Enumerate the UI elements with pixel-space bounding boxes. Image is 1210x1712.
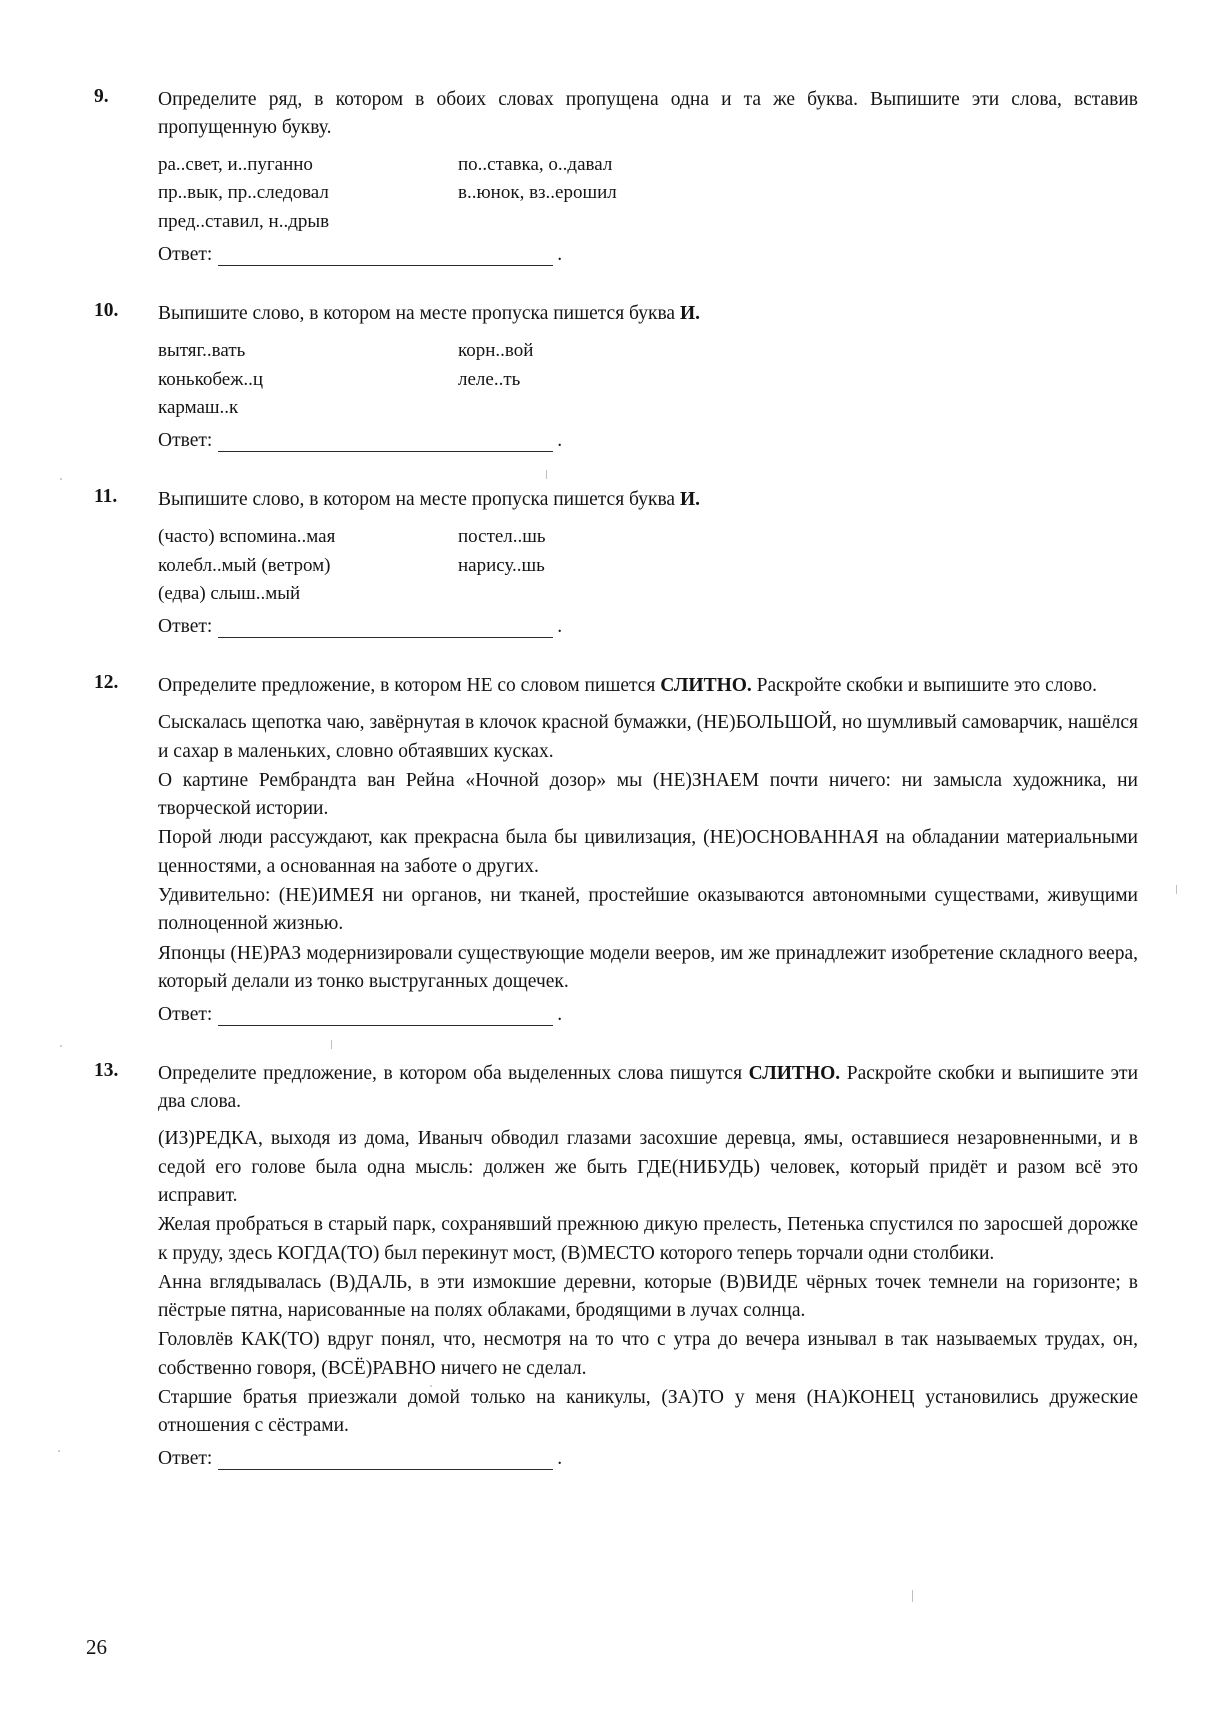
task-12-sentences [158,709,1138,996]
option-item: постел..шь [458,526,546,548]
task-13-stem-emphasis: СЛИТНО. [748,1063,841,1085]
task-13-number: 13. [94,1060,119,1082]
sentence-option: Старшие братья приезжали домой только на каникулы, (ЗА)ТО у меня (НА)КОНЕЦ установились дружеские отношения с сёстрами. [158,1386,1138,1437]
task-12-number: 12. [94,671,119,693]
answer-terminator: . [557,243,563,265]
sentence-option: Головлёв КАК(ТО) вдруг понял, что, несмотря на то что с утра до вечера изнывал в так называемых трудах, он, собственно говоря, (ВСЁ)РАВНО ничего не сделал. [158,1329,1138,1379]
task-10 [72,300,1138,452]
answer-terminator: . [557,615,563,637]
sentence-option: Удивительно: (НЕ)ИМЕЯ ни органов, ни тканей, простейшие оказываются автономными существами, живущими полноценной жизнью. [158,885,1138,935]
task-12 [72,672,1138,1026]
answer-input-line[interactable] [218,620,553,638]
task-11 [72,486,1138,638]
task-11-number: 11. [94,485,118,507]
task-12-stem-emphasis: СЛИТНО. [660,674,752,696]
task-11-stem [158,486,1138,514]
task-9-answer [158,244,1138,266]
task-10-number: 10. [94,299,119,321]
scan-tick [546,470,547,479]
sentence-option: Японцы (НЕ)РАЗ модернизировали существующие модели вееров, им же принадлежит изобретение складного веера, который делали из тонко выструганных дощечек. [158,942,1138,992]
option-item: ра..свет, и..пуганно [158,154,313,176]
answer-terminator: . [557,429,563,451]
option-item: нарису..шь [458,554,545,576]
task-12-answer [158,1004,1138,1026]
task-13-stem [158,1060,1138,1115]
option-item: (часто) вспомина..мая [158,526,336,548]
scan-tick [912,1590,913,1602]
task-10-answer [158,430,1138,452]
answer-terminator: . [557,1004,563,1026]
task-11-stem-text: Выпишите слово, в котором на месте пропуска пишется буква [158,488,680,510]
answer-input-line[interactable] [218,1452,553,1470]
option-item: в..юнок, вз..ерошил [458,182,617,204]
task-13 [72,1060,1138,1470]
option-item: пред..ставил, н..дрыв [158,210,330,232]
answer-label: Ответ: [158,615,213,637]
option-item: пр..вык, пр..следовал [158,182,329,204]
sentence-option: Желая пробраться в старый парк, сохранявший прежнюю дикую прелесть, Петенька спустился по заросшей дорожке к пруду, здесь КОГДА(ТО) был перекинут мост, (В)МЕСТО которого теперь торчали одни столбики. [158,1214,1138,1264]
task-12-stem [158,672,1138,700]
scan-speck [60,478,62,480]
page-number: 26 [86,1635,107,1659]
task-13-stem-text-1: Определите предложение, в котором оба выделенных слова пишутся [158,1063,749,1085]
answer-label: Ответ: [158,429,213,451]
task-12-stem-text-2: Раскройте скобки и выпишите это слово. [751,674,1097,696]
task-9-options [158,151,1138,235]
option-item: вытяг..вать [158,340,246,362]
option-item: по..ставка, о..давал [458,154,613,176]
sentence-option: Анна вглядывалась (В)ДАЛЬ, в эти измокшие деревни, которые (В)ВИДЕ чёрных точек темнели на горизонте; в пёстрые пятна, нарисованные на полях облаками, бродящими в лучах солнца. [158,1271,1138,1322]
option-item: колебл..мый (ветром) [158,554,331,576]
option-item: корн..вой [458,340,534,362]
task-13-answer [158,1448,1138,1470]
task-9-number: 9. [94,86,109,107]
scan-speck [58,1450,60,1452]
sentence-option: Сыскалась щепотка чаю, завёрнутая в клочок красной бумажки, (НЕ)БОЛЬШОЙ, но шумливый самоварчик, нашёлся и сахар в маленьких, словно обтаявших кусках. [158,712,1138,762]
sentence-option: (ИЗ)РЕДКА, выходя из дома, Иваныч обводил глазами засохшие деревца, ямы, оставшиеся незаровненными, и в седой его голове была одна мысль: должен же быть ГДЕ(НИБУДЬ) человек, который придёт и разом всё это исправит. [158,1128,1138,1206]
task-12-stem-text-1: Определите предложение, в котором НЕ со словом пишется [158,674,661,696]
scan-speck [60,1045,62,1047]
answer-label: Ответ: [158,1004,213,1026]
task-9-stem: Определите ряд, в котором в обоих словах пропущена одна и та же буква. Выпишите эти слова, вставив пропущенную букву. [158,89,1138,138]
task-10-options [158,337,1138,421]
sentence-option: Порой люди рассуждают, как прекрасна была бы цивилизация, (НЕ)ОСНОВАННАЯ на обладании материальными ценностями, а основанная на заботе о других. [158,827,1138,877]
scan-tick [1176,885,1177,894]
answer-input-line[interactable] [218,1008,553,1026]
answer-label: Ответ: [158,243,213,265]
option-item: кармаш..к [158,396,239,418]
sentence-option: О картине Рембрандта ван Рейна «Ночной дозор» мы (НЕ)ЗНАЕМ почти ничего: ни замысла художника, ни творческой истории. [158,769,1138,820]
option-item: конькобеж..ц [158,368,264,390]
answer-label: Ответ: [158,1448,213,1470]
answer-terminator: . [557,1448,563,1470]
task-11-answer [158,616,1138,638]
task-9 [72,86,1138,266]
task-13-sentences [158,1125,1138,1440]
task-11-options [158,523,1138,607]
task-10-stem-emphasis: И. [679,302,700,324]
option-item: (едва) слыш..мый [158,582,301,604]
task-13-stem-text-2: Раскройте скобки и выпишите эти два слова. [158,1063,1139,1112]
task-10-stem-text: Выпишите слово, в котором на месте пропуска пишется буква [158,302,680,324]
answer-input-line[interactable] [218,434,553,452]
task-10-stem [158,300,1138,328]
option-item: леле..ть [458,368,521,390]
task-11-stem-emphasis: И. [679,488,700,510]
answer-input-line[interactable] [218,248,553,266]
scan-tick [331,1040,332,1049]
